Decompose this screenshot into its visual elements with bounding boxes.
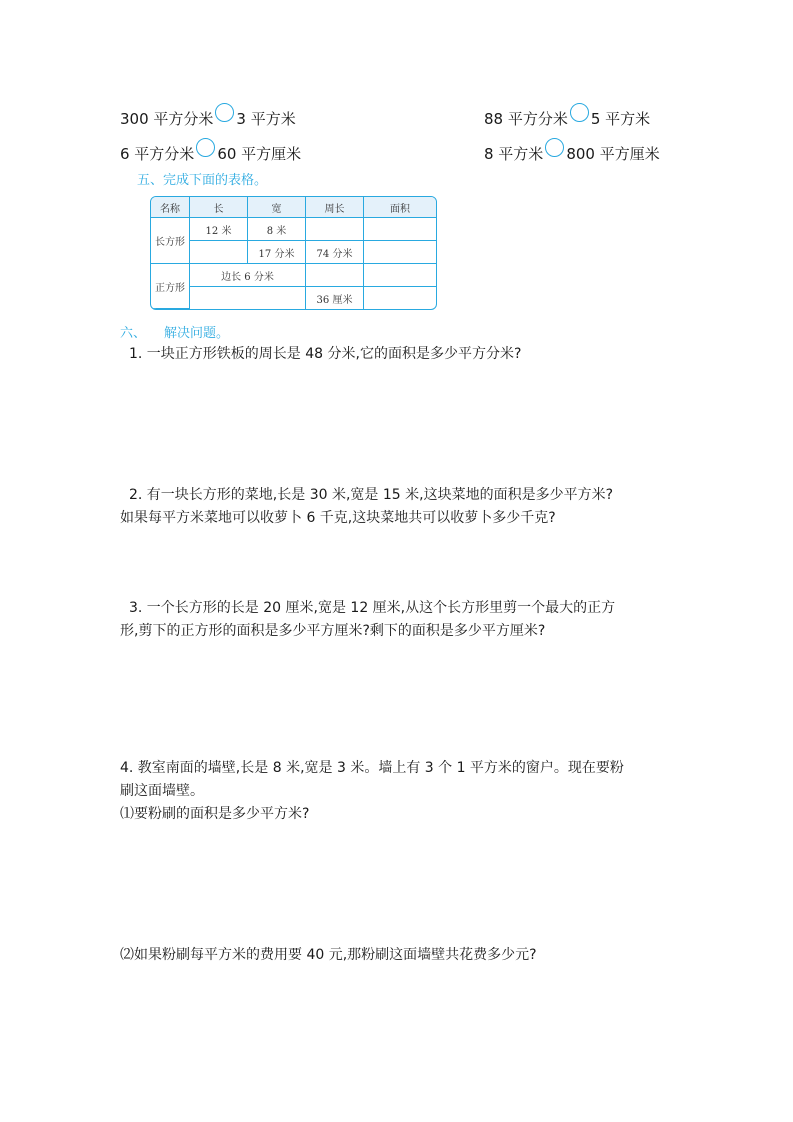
compare-circle-blank[interactable] [545, 138, 564, 157]
table-row [151, 264, 436, 287]
section-6-number: 六、 [120, 326, 147, 341]
shape-table [150, 196, 437, 310]
table-row [151, 241, 436, 264]
question-4-part-1: ⑴要粉刷的面积是多少平方米? [120, 806, 310, 822]
cell-perimeter[interactable] [306, 264, 364, 287]
section-6-text: 解决问题。 [164, 326, 230, 341]
header-area: 面积 [364, 197, 436, 218]
cell-side[interactable] [190, 287, 306, 309]
compare-right: 60 平方厘米 [217, 145, 302, 163]
table-row [151, 287, 436, 309]
compare-item-4 [484, 143, 660, 164]
cell-area[interactable] [364, 287, 436, 309]
square-label: 正方形 [151, 264, 190, 309]
compare-item-1 [120, 108, 296, 129]
cell-side: 边长 6 分米 [190, 264, 306, 287]
compare-circle-blank[interactable] [196, 138, 215, 157]
header-perimeter: 周长 [306, 197, 364, 218]
header-name: 名称 [151, 197, 190, 218]
compare-left: 8 平方米 [484, 145, 544, 163]
question-3-line-1: 3. 一个长方形的长是 20 厘米,宽是 12 厘米,从这个长方形里剪一个最大的正方 [129, 600, 616, 616]
table-row [151, 218, 436, 241]
question-4 [120, 757, 624, 826]
cell-perimeter[interactable] [306, 218, 364, 241]
compare-item-2 [484, 108, 650, 129]
question-4-line-2: 刷这面墙壁。 [120, 783, 204, 799]
table-header-row [151, 197, 436, 218]
cell-area[interactable] [364, 264, 436, 287]
question-2-line-1: 2. 有一块长方形的菜地,长是 30 米,宽是 15 米,这块菜地的面积是多少平方米? [129, 487, 614, 503]
question-4-part-2: ⑵如果粉刷每平方米的费用要 40 元,那粉刷这面墙壁共花费多少元? [120, 947, 537, 963]
cell-width: 8 米 [248, 218, 306, 241]
compare-right: 5 平方米 [590, 110, 651, 128]
question-3-line-2: 形,剪下的正方形的面积是多少平方厘米?剩下的面积是多少平方厘米? [120, 623, 546, 639]
compare-circle-blank[interactable] [570, 103, 589, 122]
header-length: 长 [190, 197, 248, 218]
compare-left: 88 平方分米 [484, 110, 568, 128]
question-4-line-1: 4. 教室南面的墙壁,长是 8 米,宽是 3 米。墙上有 3 个 1 平方米的窗户。现在要粉 [120, 760, 624, 776]
compare-item-3 [120, 143, 301, 164]
compare-right: 800 平方厘米 [566, 145, 660, 163]
cell-area[interactable] [364, 218, 436, 241]
section-6-title [120, 322, 229, 341]
compare-right: 3 平方米 [236, 110, 296, 128]
compare-left: 6 平方分米 [120, 145, 195, 163]
header-width: 宽 [248, 197, 306, 218]
question-2 [120, 484, 613, 530]
section-5-title: 五、完成下面的表格。 [137, 173, 268, 188]
question-3 [120, 597, 615, 643]
rect-label: 长方形 [151, 218, 190, 264]
cell-perimeter: 74 分米 [306, 241, 364, 264]
cell-area[interactable] [364, 241, 436, 264]
cell-length[interactable] [190, 241, 248, 264]
question-1: 1. 一块正方形铁板的周长是 48 分米,它的面积是多少平方分米? [129, 346, 522, 362]
compare-circle-blank[interactable] [215, 103, 234, 122]
question-2-line-2: 如果每平方米菜地可以收萝卜 6 千克,这块菜地共可以收萝卜多少千克? [120, 510, 556, 526]
cell-length: 12 米 [190, 218, 248, 241]
cell-width: 17 分米 [248, 241, 306, 264]
compare-left: 300 平方分米 [120, 110, 214, 128]
cell-perimeter: 36 厘米 [306, 287, 364, 309]
